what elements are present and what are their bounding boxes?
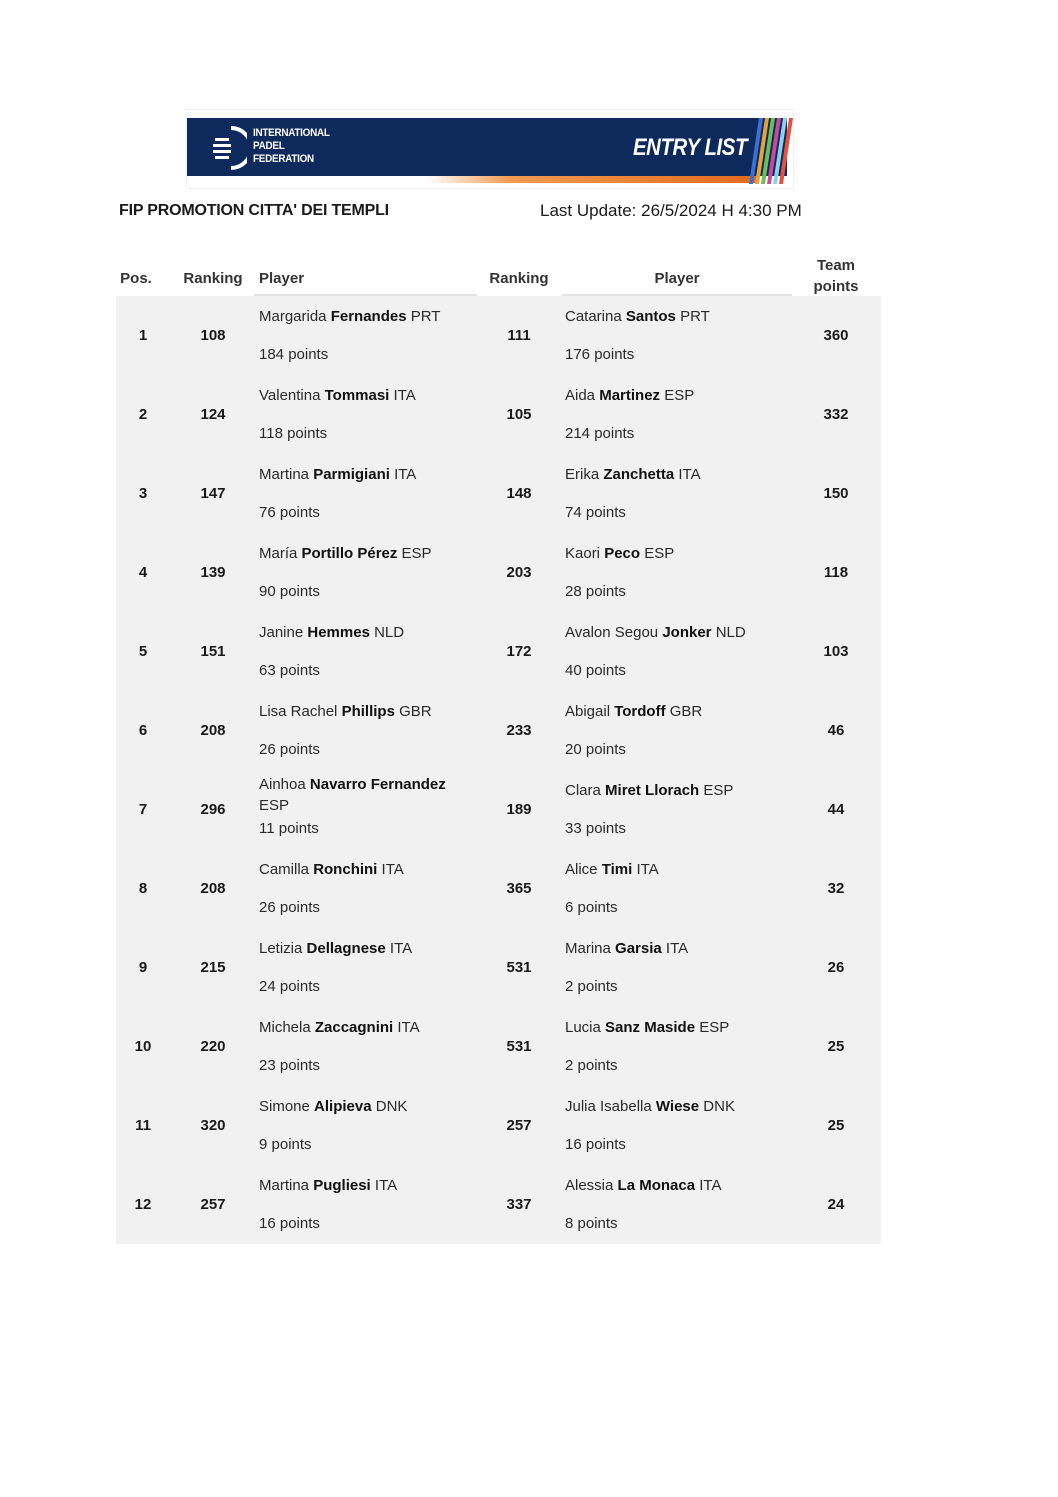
player-last-name: Alipieva bbox=[314, 1098, 372, 1115]
cell-ranking-2: 105 bbox=[506, 406, 532, 423]
cell-player-1 bbox=[259, 1175, 474, 1196]
player-first-name: Janine bbox=[259, 624, 304, 641]
player-first-name: Lucia bbox=[565, 1019, 601, 1036]
cell-player-1-points: 26 points bbox=[259, 741, 320, 758]
player-first-name: Avalon Segou bbox=[565, 624, 659, 641]
cell-player-2 bbox=[565, 1175, 790, 1196]
table-row bbox=[116, 454, 881, 533]
player-country: GBR bbox=[399, 703, 432, 720]
cell-player-1-points: 11 points bbox=[259, 820, 319, 837]
player-last-name: Peco bbox=[604, 545, 641, 562]
cell-player-1-points: 9 points bbox=[259, 1136, 312, 1153]
cell-team-points: 360 bbox=[823, 327, 849, 344]
table-row bbox=[116, 612, 881, 691]
table-row bbox=[116, 1007, 881, 1086]
cell-player-1 bbox=[259, 774, 474, 816]
cell-ranking-2: 337 bbox=[506, 1196, 532, 1213]
player-country: ESP bbox=[644, 545, 675, 562]
cell-team-points: 44 bbox=[827, 801, 845, 818]
cell-player-1-points: 16 points bbox=[259, 1215, 320, 1232]
player-last-name: Martinez bbox=[599, 387, 661, 404]
table-row bbox=[116, 375, 881, 454]
player-country: ITA bbox=[678, 466, 701, 483]
cell-pos: 9 bbox=[138, 959, 148, 976]
cell-player-2 bbox=[565, 464, 790, 485]
table-row bbox=[116, 691, 881, 770]
cell-ranking-2: 189 bbox=[506, 801, 532, 818]
cell-ranking-1: 220 bbox=[200, 1038, 226, 1055]
cell-player-2-points: 16 points bbox=[565, 1136, 626, 1153]
player-last-name: Parmigiani bbox=[313, 466, 390, 483]
cell-ranking-1: 124 bbox=[200, 406, 226, 423]
cell-player-2 bbox=[565, 701, 790, 722]
player-country: PRT bbox=[410, 308, 441, 325]
cell-ranking-2: 233 bbox=[506, 722, 532, 739]
table-header bbox=[116, 250, 881, 296]
player-last-name: Hemmes bbox=[307, 624, 370, 641]
cell-player-2 bbox=[565, 938, 790, 959]
entry-list-banner bbox=[186, 109, 794, 189]
cell-player-1 bbox=[259, 859, 474, 880]
cell-ranking-1: 208 bbox=[200, 880, 226, 897]
cell-ranking-2: 365 bbox=[506, 880, 532, 897]
player-first-name: Catarina bbox=[565, 308, 622, 325]
header-team-line: points bbox=[813, 278, 859, 295]
cell-player-1 bbox=[259, 464, 474, 485]
player-last-name: Zanchetta bbox=[603, 466, 675, 483]
cell-player-1-points: 118 points bbox=[259, 425, 328, 442]
cell-player-2 bbox=[565, 1096, 790, 1117]
player-first-name: Camilla bbox=[259, 861, 310, 878]
cell-player-2 bbox=[565, 622, 790, 643]
cell-player-2-points: 40 points bbox=[565, 662, 626, 679]
header-ranking-1: Ranking bbox=[183, 270, 243, 287]
table-row bbox=[116, 849, 881, 928]
cell-player-2-points: 2 points bbox=[565, 978, 618, 995]
player-country: NLD bbox=[715, 624, 746, 641]
cell-player-1 bbox=[259, 701, 474, 722]
cell-pos: 2 bbox=[138, 406, 148, 423]
player-country: ESP bbox=[401, 545, 432, 562]
cell-ranking-2: 531 bbox=[506, 959, 532, 976]
cell-pos: 10 bbox=[134, 1038, 152, 1055]
cell-team-points: 103 bbox=[823, 643, 849, 660]
cell-ranking-1: 139 bbox=[200, 564, 226, 581]
cell-team-points: 24 bbox=[827, 1196, 845, 1213]
logo-line: PADEL bbox=[253, 140, 285, 152]
player-last-name: Dellagnese bbox=[306, 940, 386, 957]
cell-player-2-points: 214 points bbox=[565, 425, 635, 442]
cell-ranking-2: 531 bbox=[506, 1038, 532, 1055]
player-first-name: Alice bbox=[565, 861, 598, 878]
fip-logo-text bbox=[253, 127, 330, 166]
cell-ranking-2: 203 bbox=[506, 564, 532, 581]
player-last-name: Portillo Pérez bbox=[301, 545, 398, 562]
cell-pos: 8 bbox=[138, 880, 148, 897]
header-team-line: Team bbox=[816, 257, 856, 274]
table-row bbox=[116, 928, 881, 1007]
player-country: ESP bbox=[699, 1019, 730, 1036]
table-row bbox=[116, 770, 881, 849]
player-country: DNK bbox=[375, 1098, 408, 1115]
cell-pos: 1 bbox=[138, 327, 148, 344]
player-last-name: Sanz Maside bbox=[605, 1019, 696, 1036]
player-first-name: Marina bbox=[565, 940, 611, 957]
cell-pos: 5 bbox=[138, 643, 148, 660]
cell-player-1 bbox=[259, 385, 474, 406]
player-country: ITA bbox=[393, 387, 416, 404]
cell-player-2 bbox=[565, 543, 790, 564]
player-last-name: Garsia bbox=[615, 940, 662, 957]
header-ranking-2: Ranking bbox=[489, 270, 549, 287]
header-player-2: Player bbox=[654, 270, 700, 287]
cell-player-2-points: 8 points bbox=[565, 1215, 618, 1232]
player-first-name: María bbox=[259, 545, 298, 562]
cell-player-1-points: 184 points bbox=[259, 346, 329, 363]
player-last-name: Zaccagnini bbox=[314, 1019, 394, 1036]
player-country: DNK bbox=[703, 1098, 735, 1115]
cell-player-2 bbox=[565, 780, 790, 801]
player-country: ESP bbox=[259, 797, 290, 814]
cell-player-2 bbox=[565, 859, 790, 880]
cell-team-points: 25 bbox=[827, 1117, 845, 1134]
cell-team-points: 332 bbox=[823, 406, 849, 423]
player-first-name: Abigail bbox=[565, 703, 611, 720]
player-first-name: Martina bbox=[259, 466, 310, 483]
cell-player-2-points: 33 points bbox=[565, 820, 626, 837]
banner-orange-stripe bbox=[427, 176, 757, 183]
cell-player-2-points: 176 points bbox=[565, 346, 635, 363]
cell-team-points: 46 bbox=[827, 722, 845, 739]
cell-team-points: 150 bbox=[823, 485, 849, 502]
player-last-name: Miret Llorach bbox=[605, 782, 700, 799]
cell-ranking-2: 172 bbox=[506, 643, 532, 660]
player-last-name: Tommasi bbox=[324, 387, 390, 404]
cell-player-1-points: 23 points bbox=[259, 1057, 320, 1074]
player-first-name: Aida bbox=[565, 387, 596, 404]
fip-logo-icon bbox=[211, 124, 247, 172]
player-country: ITA bbox=[699, 1177, 722, 1194]
cell-player-2-points: 74 points bbox=[565, 504, 626, 521]
cell-ranking-1: 208 bbox=[200, 722, 226, 739]
player-country: GBR bbox=[669, 703, 703, 720]
cell-player-1-points: 90 points bbox=[259, 583, 320, 600]
header-player-1: Player bbox=[259, 270, 305, 287]
cell-player-2-points: 20 points bbox=[565, 741, 626, 758]
cell-ranking-1: 320 bbox=[200, 1117, 226, 1134]
cell-player-2-points: 2 points bbox=[565, 1057, 618, 1074]
player-country: ITA bbox=[397, 1019, 420, 1036]
cell-ranking-1: 296 bbox=[200, 801, 226, 818]
player-country: ITA bbox=[636, 861, 659, 878]
cell-ranking-1: 257 bbox=[200, 1196, 226, 1213]
player-last-name: Fernandes bbox=[330, 308, 407, 325]
last-update: Last Update: 26/5/2024 H 4:30 PM bbox=[540, 201, 802, 220]
cell-ranking-1: 108 bbox=[200, 327, 226, 344]
player-country: ITA bbox=[665, 940, 689, 957]
cell-player-1 bbox=[259, 543, 474, 564]
table-row bbox=[116, 296, 881, 375]
cell-ranking-1: 151 bbox=[200, 643, 226, 660]
entry-list-label: ENTRY LIST bbox=[633, 134, 748, 161]
player-country: ITA bbox=[394, 466, 417, 483]
player-last-name: Ronchini bbox=[313, 861, 378, 878]
cell-player-2 bbox=[565, 306, 790, 327]
header-pos: Pos. bbox=[120, 270, 152, 287]
player-last-name: Timi bbox=[601, 861, 633, 878]
header-team-points bbox=[796, 255, 876, 297]
player-first-name: Martina bbox=[259, 1177, 310, 1194]
player-last-name: Tordoff bbox=[614, 703, 666, 720]
cell-player-1-points: 26 points bbox=[259, 899, 320, 916]
entry-table bbox=[116, 250, 881, 1244]
cell-player-2-points: 6 points bbox=[565, 899, 618, 916]
cell-ranking-2: 148 bbox=[506, 485, 532, 502]
player-first-name: Julia Isabella bbox=[565, 1098, 652, 1115]
player-last-name: Navarro Fernandez bbox=[309, 776, 446, 793]
cell-player-2 bbox=[565, 385, 790, 406]
cell-team-points: 32 bbox=[827, 880, 845, 897]
player-country: NLD bbox=[374, 624, 405, 641]
player-first-name: Ainhoa bbox=[259, 776, 306, 793]
cell-player-1-points: 63 points bbox=[259, 662, 320, 679]
table-row bbox=[116, 1165, 881, 1244]
cell-player-1 bbox=[259, 1096, 474, 1117]
cell-pos: 12 bbox=[134, 1196, 152, 1213]
table-body bbox=[116, 296, 881, 1244]
cell-ranking-2: 111 bbox=[507, 327, 531, 344]
player-first-name: Valentina bbox=[259, 387, 321, 404]
player-last-name: Pugliesi bbox=[313, 1177, 371, 1194]
cell-pos: 3 bbox=[138, 485, 148, 502]
cell-pos: 6 bbox=[138, 722, 148, 739]
logo-line: FEDERATION bbox=[253, 153, 314, 165]
cell-player-1 bbox=[259, 306, 474, 327]
player-country: ITA bbox=[389, 940, 413, 957]
player-first-name: Margarida bbox=[259, 308, 327, 325]
cell-player-2-points: 28 points bbox=[565, 583, 626, 600]
player-first-name: Letizia bbox=[259, 940, 303, 957]
event-title: FIP PROMOTION CITTA' DEI TEMPLI bbox=[119, 202, 389, 219]
player-last-name: Phillips bbox=[341, 703, 395, 720]
player-first-name: Michela bbox=[259, 1019, 311, 1036]
cell-team-points: 26 bbox=[827, 959, 845, 976]
player-last-name: Wiese bbox=[655, 1098, 700, 1115]
player-first-name: Simone bbox=[259, 1098, 310, 1115]
cell-pos: 11 bbox=[135, 1117, 151, 1134]
player-first-name: Alessia bbox=[565, 1177, 614, 1194]
cell-ranking-1: 215 bbox=[200, 959, 226, 976]
table-row bbox=[116, 533, 881, 612]
cell-player-1 bbox=[259, 938, 474, 959]
player-last-name: Jonker bbox=[662, 624, 712, 641]
player-country: ITA bbox=[374, 1177, 398, 1194]
cell-player-2 bbox=[565, 1017, 790, 1038]
cell-player-1-points: 76 points bbox=[259, 504, 320, 521]
player-country: ESP bbox=[664, 387, 695, 404]
cell-player-1 bbox=[259, 622, 474, 643]
table-row bbox=[116, 1086, 881, 1165]
logo-line: INTERNATIONAL bbox=[253, 127, 330, 139]
player-first-name: Kaori bbox=[565, 545, 601, 562]
cell-ranking-2: 257 bbox=[506, 1117, 532, 1134]
player-country: PRT bbox=[680, 308, 710, 325]
player-country: ESP bbox=[703, 782, 734, 799]
player-last-name: La Monaca bbox=[617, 1177, 696, 1194]
banner-color-stripes bbox=[743, 118, 793, 184]
cell-ranking-1: 147 bbox=[200, 485, 226, 502]
player-country: ITA bbox=[381, 861, 404, 878]
cell-team-points: 25 bbox=[827, 1038, 845, 1055]
cell-player-1-points: 24 points bbox=[259, 978, 320, 995]
player-first-name: Clara bbox=[565, 782, 601, 799]
player-first-name: Erika bbox=[565, 466, 600, 483]
cell-player-1 bbox=[259, 1017, 474, 1038]
cell-pos: 7 bbox=[138, 801, 148, 818]
player-first-name: Lisa Rachel bbox=[259, 703, 338, 720]
cell-pos: 4 bbox=[138, 564, 148, 581]
cell-team-points: 118 bbox=[823, 564, 849, 581]
player-last-name: Santos bbox=[625, 308, 676, 325]
